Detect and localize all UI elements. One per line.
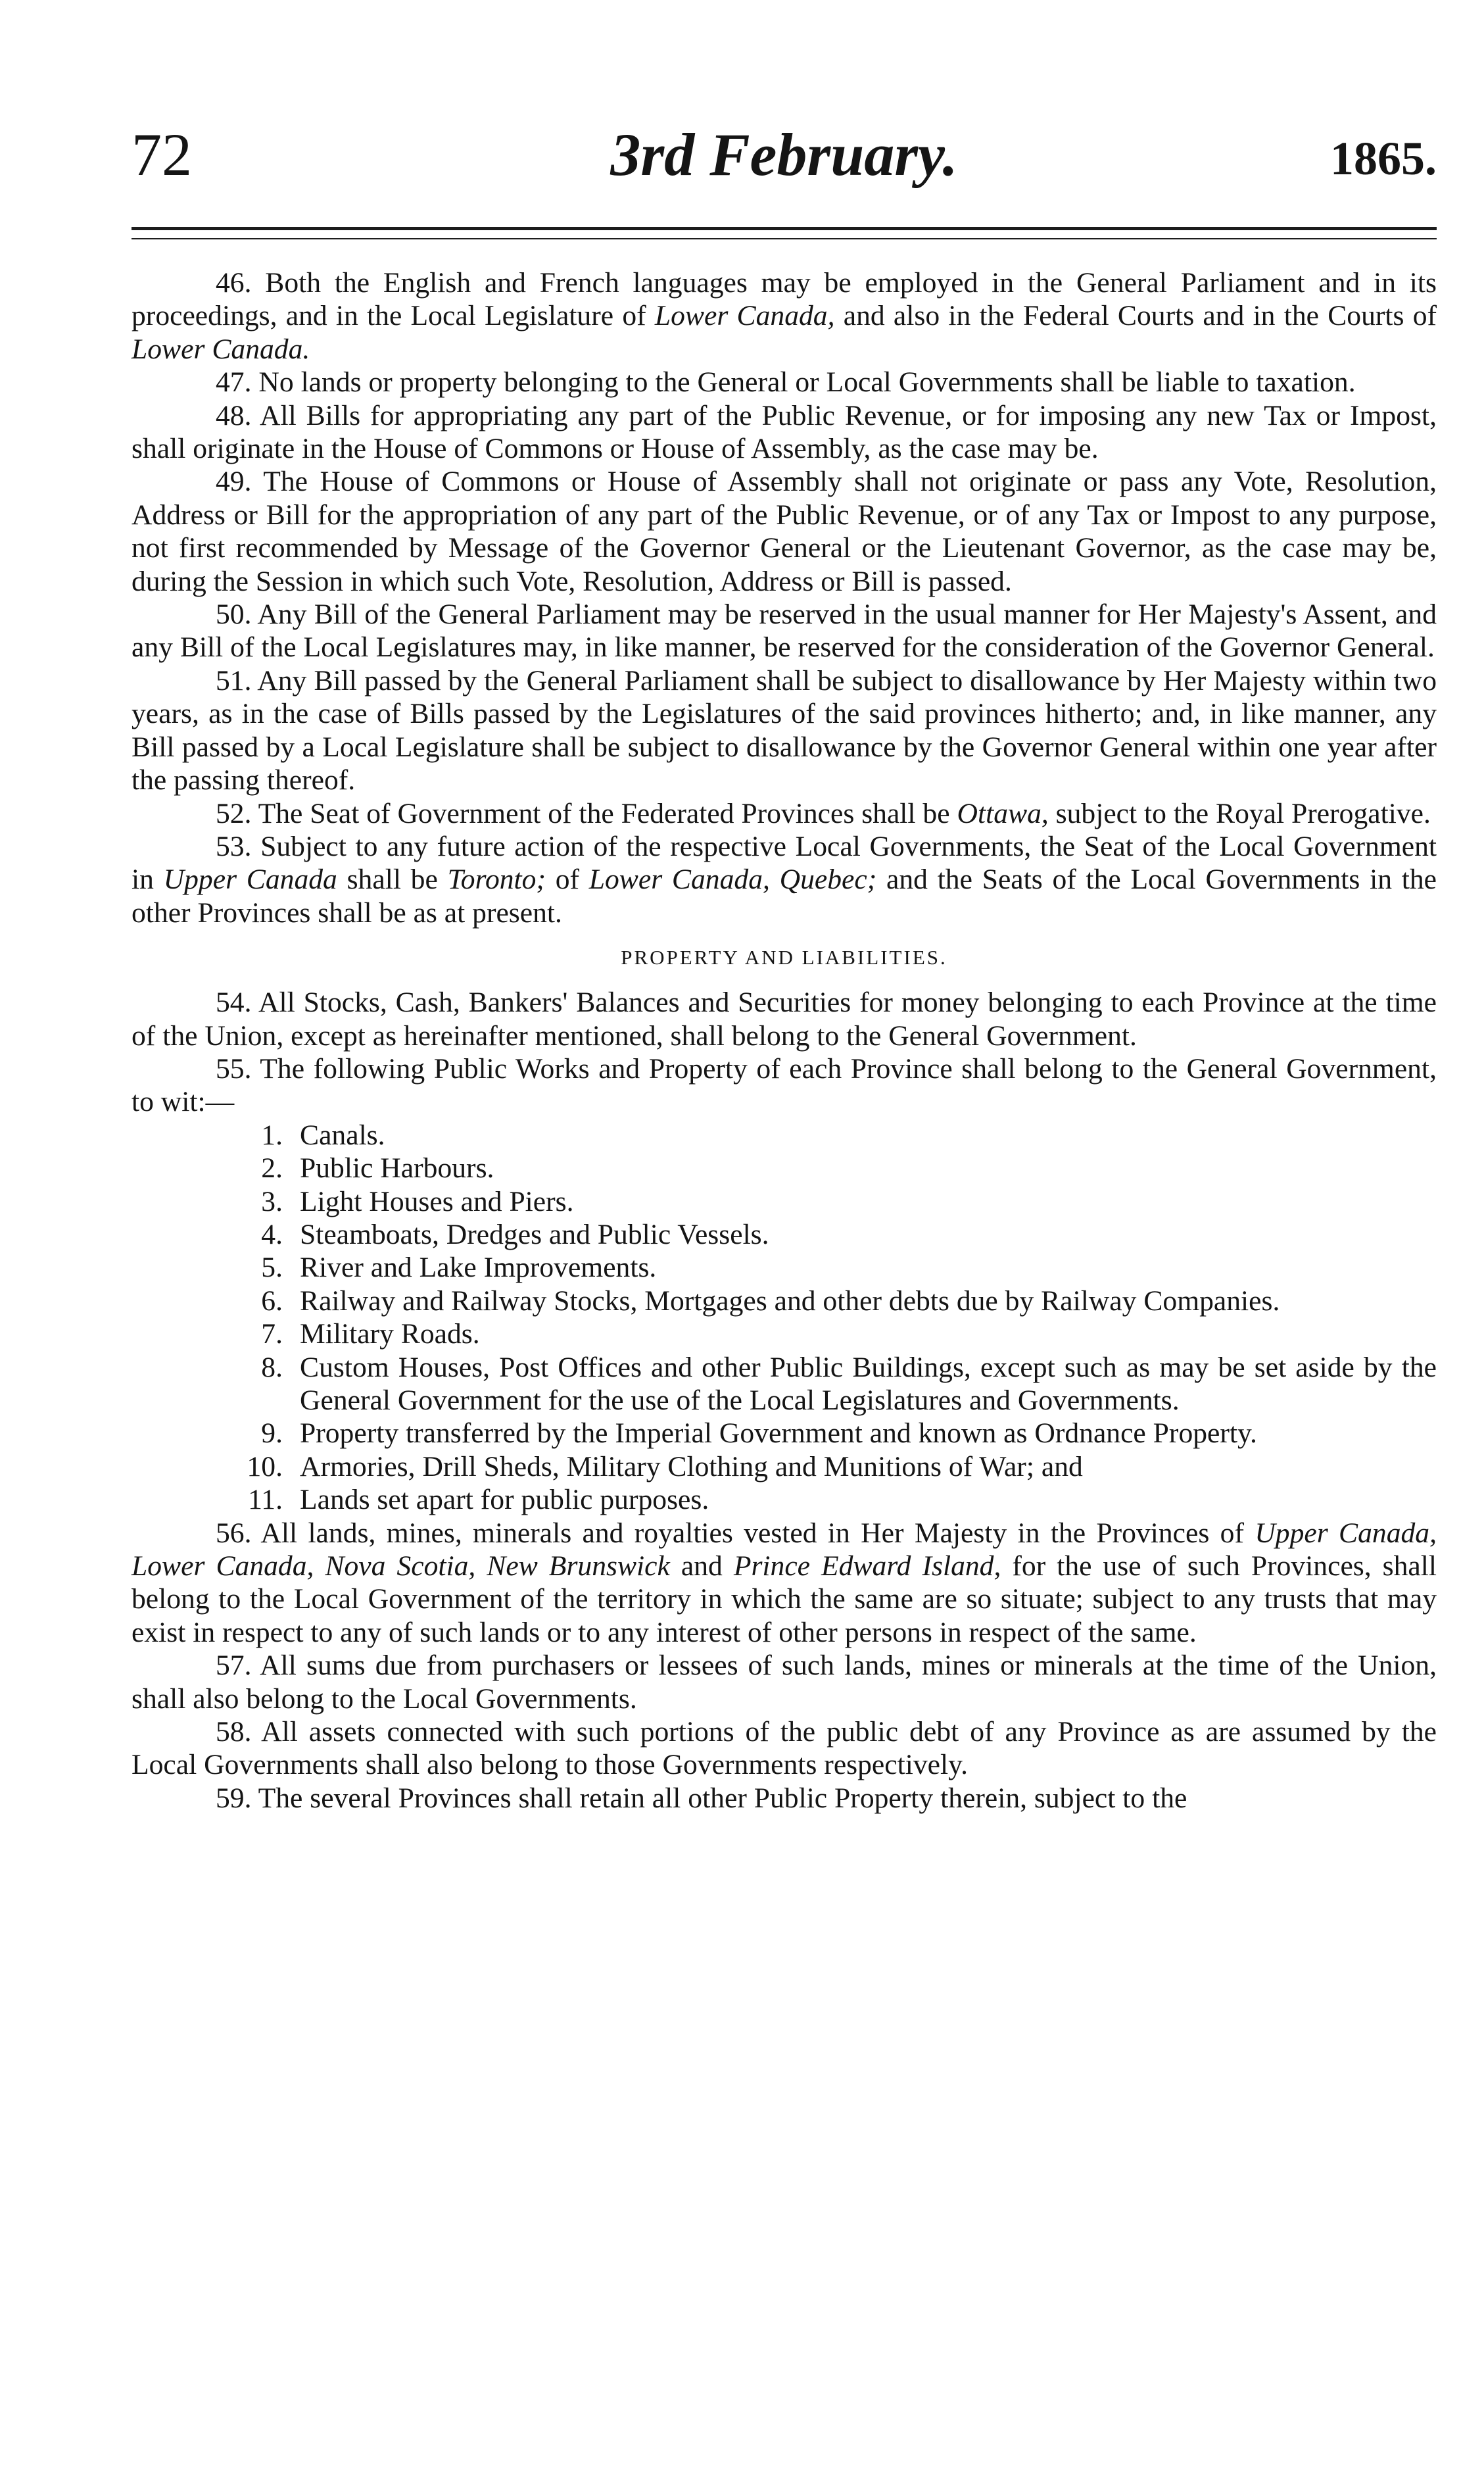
public-works-list	[132, 1119, 1437, 1517]
header-rule-thick	[132, 227, 1437, 230]
text-run: 49. The House of Commons or House of Assembly shall not originate or pass any Vote, Resolution, Address or Bill for the appropriation of any part of the Public Revenue, or of any Tax or Impost to any purpose, not first recommended by Message of the Governor General or the Lieutenant Governor, as the case may be, during the Session in which such Vote, Resolution, Address or Bill is passed.	[132, 466, 1437, 597]
page-date-title: 3rd February.	[610, 121, 958, 188]
text-run: 46. Both the English and French languages may be employed in the General Parliament and in its proceedings, and in the Local Legislature of	[132, 267, 1437, 332]
text-run: and the Seats of the Local Governments in the other Provinces shall be as at present.	[132, 864, 1437, 929]
list-item-text: Canals.	[300, 1119, 385, 1151]
list-item	[132, 1119, 1437, 1152]
italic-text: Lower Canada.	[132, 333, 310, 365]
text-run: 59. The several Provinces shall retain all other Public Property therein, subject to the	[216, 1782, 1187, 1814]
text-run: and also in the Federal Courts and in the Courts of	[834, 300, 1437, 332]
list-item-text: Property transferred by the Imperial Government and known as Ordnance Property.	[300, 1417, 1257, 1450]
page-number: 72	[132, 121, 192, 188]
resolutions-54-55	[132, 986, 1437, 1119]
list-item	[132, 1351, 1437, 1417]
list-item-number: 7.	[261, 1318, 283, 1350]
resolution-paragraph	[132, 1715, 1437, 1782]
section-heading: PROPERTY AND LIABILITIES.	[621, 946, 947, 969]
text-run: 53. Subject to any future action of the respective Local Governments, the Seat of the Local Government in	[132, 830, 1437, 896]
italic-text: Lower Canada, Quebec;	[588, 864, 877, 896]
list-item	[132, 1218, 1437, 1251]
list-item	[132, 1285, 1437, 1317]
list-item	[132, 1483, 1437, 1516]
list-item-text: Public Harbours.	[300, 1152, 494, 1185]
italic-text: Toronto;	[447, 864, 546, 896]
text-run: 55. The following Public Works and Property of each Province shall belong to the General Government, to wit:—	[132, 1052, 1437, 1118]
text-run: and	[669, 1550, 734, 1582]
resolution-paragraph	[132, 830, 1437, 929]
list-item-number: 1.	[261, 1119, 283, 1151]
list-item	[132, 1317, 1437, 1350]
resolution-paragraph	[132, 598, 1437, 664]
resolution-paragraph	[132, 366, 1437, 399]
list-item-number: 11.	[248, 1484, 283, 1516]
text-run: 54. All Stocks, Cash, Bankers' Balances and Securities for money belonging to each Province at the time of the Union, except as hereinafter mentioned, shall belong to the General Government.	[132, 987, 1437, 1052]
text-run: shall be	[337, 864, 448, 896]
text-run: 52. The Seat of Government of the Federated Provinces shall be	[216, 797, 957, 829]
list-item-text: Railway and Railway Stocks, Mortgages and other debts due by Railway Companies.	[300, 1285, 1280, 1317]
list-item	[132, 1185, 1437, 1218]
page-year: 1865.	[1330, 132, 1437, 185]
resolution-paragraph	[132, 797, 1437, 830]
list-item-text: Military Roads.	[300, 1318, 480, 1350]
text-run: 51. Any Bill passed by the General Parliament shall be subject to disallowance by Her Majesty within two years, as in the case of Bills passed by the Legislatures of the said provinces hitherto; and, in like manner, any Bill passed by a Local Legislature shall be subject to disallowance by the Governor General within one year after the passing thereof.	[132, 664, 1437, 796]
text-run: subject to the Royal Prerogative.	[1048, 797, 1431, 829]
text-run: 58. All assets connected with such portions of the public debt of any Province as are assumed by the Local Governments shall also belong to those Governments respectively.	[132, 1716, 1437, 1781]
list-item-text: Steamboats, Dredges and Public Vessels.	[300, 1218, 769, 1250]
resolution-paragraph	[132, 465, 1437, 598]
list-item-text: Light Houses and Piers.	[300, 1185, 574, 1217]
resolution-paragraph	[132, 986, 1437, 1052]
text-run: 47. No lands or property belonging to the General or Local Governments shall be liable to taxation.	[216, 366, 1356, 399]
list-item	[132, 1450, 1437, 1483]
italic-text: Prince Edward Island,	[733, 1550, 1001, 1582]
list-item	[132, 1152, 1437, 1185]
italic-text: Ottawa,	[957, 797, 1049, 829]
resolutions-46-53	[132, 266, 1437, 929]
list-item-text: Armories, Drill Sheds, Military Clothing and Munitions of War; and	[300, 1450, 1083, 1482]
list-item-number: 3.	[261, 1185, 283, 1217]
text-run: 56. All lands, mines, minerals and royalties vested in Her Majesty in the Provinces of	[216, 1517, 1255, 1549]
resolution-paragraph	[132, 399, 1437, 466]
list-item-text: Lands set apart for public purposes.	[300, 1484, 709, 1516]
list-item-number: 5.	[261, 1252, 283, 1284]
text-run: for the use of such Provinces, shall belong to the Local Government of the territory in which the same are so situate; subject to any trusts that may exist in respect to any of such lands or to any interest of other persons in respect of the same.	[132, 1550, 1437, 1648]
list-item-number: 8.	[261, 1351, 283, 1383]
text-run: 57. All sums due from purchasers or lessees of such lands, mines or minerals at the time of the Union, shall also belong to the Local Governments.	[132, 1650, 1437, 1715]
list-item-number: 4.	[261, 1218, 283, 1250]
list-item-text: River and Lake Improvements.	[300, 1252, 657, 1284]
text-run: 48. All Bills for appropriating any part of the Public Revenue, or for imposing any new Tax or Impost, shall originate in the House of Commons or House of Assembly, as the case may be.	[132, 399, 1437, 465]
italic-text: Lower Canada,	[654, 300, 835, 332]
italic-text: Upper Canada	[163, 864, 337, 896]
resolution-paragraph	[132, 664, 1437, 797]
resolution-paragraph	[132, 266, 1437, 366]
header-rule-thin	[132, 238, 1437, 239]
list-item	[132, 1251, 1437, 1284]
page-header	[132, 118, 1437, 191]
resolution-paragraph	[132, 1649, 1437, 1715]
list-item	[132, 1417, 1437, 1450]
list-item-number: 6.	[261, 1285, 283, 1317]
resolution-paragraph	[132, 1517, 1437, 1650]
italic-text: Upper Canada, Lower Canada, Nova Scotia, New Brunswick	[132, 1517, 1437, 1582]
document-body	[132, 266, 1437, 1815]
resolutions-56-59	[132, 1517, 1437, 1815]
list-item-number: 2.	[261, 1152, 283, 1185]
text-run: of	[545, 864, 589, 896]
resolution-paragraph	[132, 1782, 1437, 1815]
text-run: 50. Any Bill of the General Parliament may be reserved in the usual manner for Her Majesty's Assent, and any Bill of the Local Legislatures may, in like manner, be reserved for the consideration of the Governor General.	[132, 599, 1437, 664]
list-item-text: Custom Houses, Post Offices and other Public Buildings, except such as may be set aside by the General Government for the use of the Local Legislatures and Governments.	[300, 1351, 1437, 1416]
list-item-number: 10.	[247, 1450, 283, 1482]
resolution-paragraph	[132, 1052, 1437, 1119]
list-item-number: 9.	[261, 1417, 283, 1450]
